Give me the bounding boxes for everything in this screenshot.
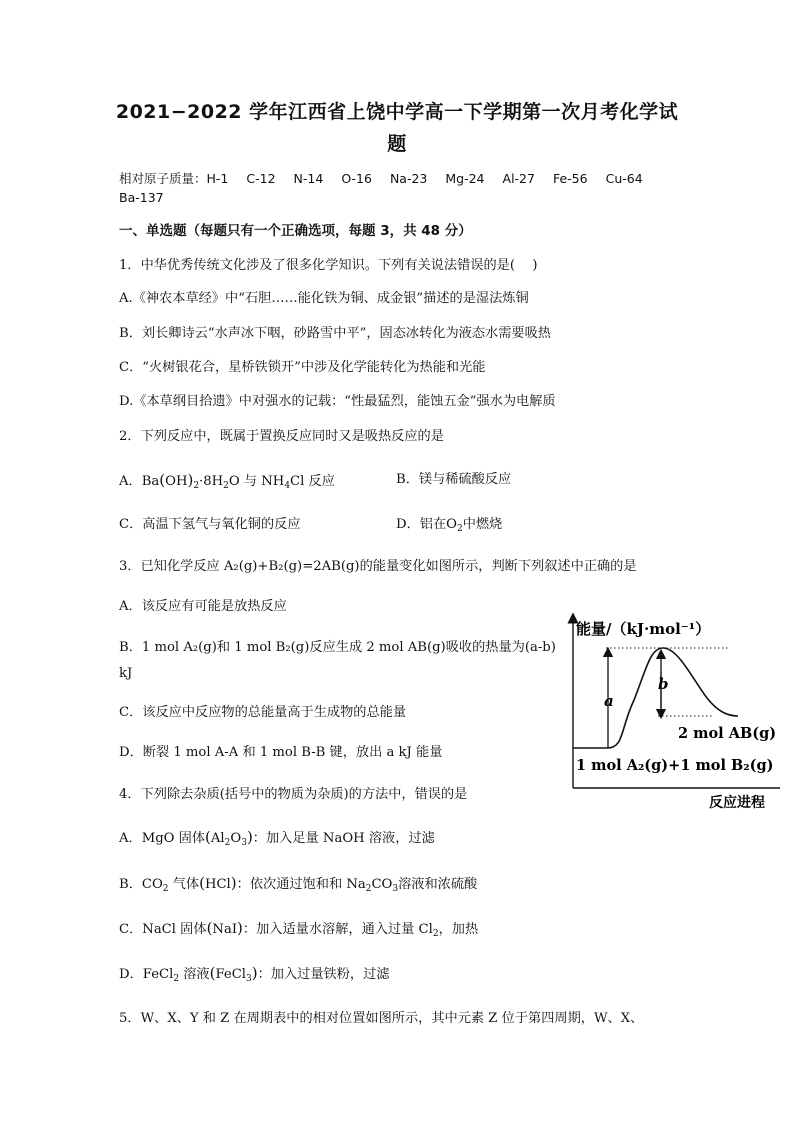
- mass-item: H-1: [206, 171, 229, 186]
- q1-option-d: D.《本草纲目拾遗》中对强水的记载：“性最猛烈，能蚀五金”强水为电解质: [119, 394, 556, 409]
- x-axis-label: 反应进程: [709, 795, 765, 811]
- reactant-label: 1 mol A₂(g)+1 mol B₂(g): [576, 757, 774, 774]
- section-heading: 一、单选题（每题只有一个正确选项，每题 3，共 48 分）: [119, 223, 472, 239]
- label-b: b: [658, 675, 669, 693]
- mass-item: Fe-56: [552, 171, 588, 186]
- mass-item: Mg-24: [445, 171, 485, 186]
- mass-item: O-16: [341, 171, 372, 186]
- q1-stem: 1．中华优秀传统文化涉及了很多化学知识。下列有关说法错误的是( ): [119, 258, 538, 273]
- q1-option-c: C．“火树银花合，星桥铁锁开”中涉及化学能转化为热能和光能: [119, 360, 486, 375]
- q1-option-b: B．刘长卿诗云“水声冰下咽，砂路雪中平”，固态冰转化为液态水需要吸热: [119, 326, 551, 341]
- q4-option-c: C．NaCl 固体(NaI)：加入适量水溶解，通入过量 $Cl_2$，加热: [119, 919, 479, 939]
- q1-option-a: A.《神农本草经》中“石胆……能化铁为铜、成金银”描述的是湿法炼铜: [119, 291, 529, 306]
- q4-option-a: A．MgO 固体$(Al_2O_3)$：加入足量 NaOH 溶液，过滤: [119, 828, 435, 848]
- q3-option-a: A．该反应有可能是放热反应: [119, 599, 287, 614]
- q2-option-c: C．高温下氢气与氧化铜的反应: [119, 517, 301, 532]
- q3-stem: 3．已知化学反应 A₂(g)+B₂(g)=2AB(g)的能量变化如图所示，判断下列叙述中正确的是: [119, 559, 637, 574]
- label-a: a: [604, 692, 614, 710]
- y-axis-label: 能量/（kJ·mol⁻¹）: [576, 620, 711, 638]
- q3-option-b-line2: kJ: [119, 666, 133, 681]
- q2-option-a: A．$Ba(OH)_2\cdot 8H_2O$ 与 $NH_4Cl$ 反应: [119, 471, 335, 491]
- mass-item: Na-23: [389, 171, 428, 186]
- document-title-line1: 2021−2022 学年江西省上饶中学高一下学期第一次月考化学试: [115, 101, 679, 123]
- q4-option-b: B．$CO_2$ 气体(HCl)：依次通过饱和和 $Na_2CO_3$溶液和浓硫酸: [119, 874, 478, 894]
- q3-option-d: D．断裂 1 mol A-A 和 1 mol B-B 键，放出 a kJ 能量: [119, 745, 443, 760]
- mass-item-wrap: Ba-137: [119, 190, 164, 205]
- q5-stem: 5．W、X、Y 和 Z 在周期表中的相对位置如图所示，其中元素 Z 位于第四周期，W、X、: [119, 1011, 644, 1026]
- q3-option-c: C．该反应中反应物的总能量高于生成物的总能量: [119, 705, 407, 720]
- energy-diagram: [562, 612, 784, 812]
- product-label: 2 mol AB(g): [678, 725, 777, 742]
- q2-option-d: D．铝在$O_2$中燃烧: [396, 517, 503, 534]
- mass-item: C-12: [246, 171, 276, 186]
- atomic-masses-label: 相对原子质量：: [119, 171, 207, 186]
- atomic-masses: [119, 170, 643, 188]
- document-title-line2: 题: [387, 133, 407, 155]
- mass-item: Cu-64: [605, 171, 643, 186]
- q2-stem: 2．下列反应中，既属于置换反应同时又是吸热反应的是: [119, 429, 444, 444]
- q2-option-b: B．镁与稀硫酸反应: [396, 472, 512, 487]
- mass-item: N-14: [293, 171, 324, 186]
- q3-option-b-line1: B．1 mol A₂(g)和 1 mol B₂(g)反应生成 2 mol AB(g)吸收的热量为(a-b): [119, 640, 556, 655]
- q4-option-d: D．FeCl$_2$ 溶液(FeCl$_3$)：加入过量铁粉，过滤: [119, 964, 390, 984]
- mass-item: Al-27: [502, 171, 535, 186]
- q4-stem: 4．下列除去杂质(括号中的物质为杂质)的方法中，错误的是: [119, 787, 468, 802]
